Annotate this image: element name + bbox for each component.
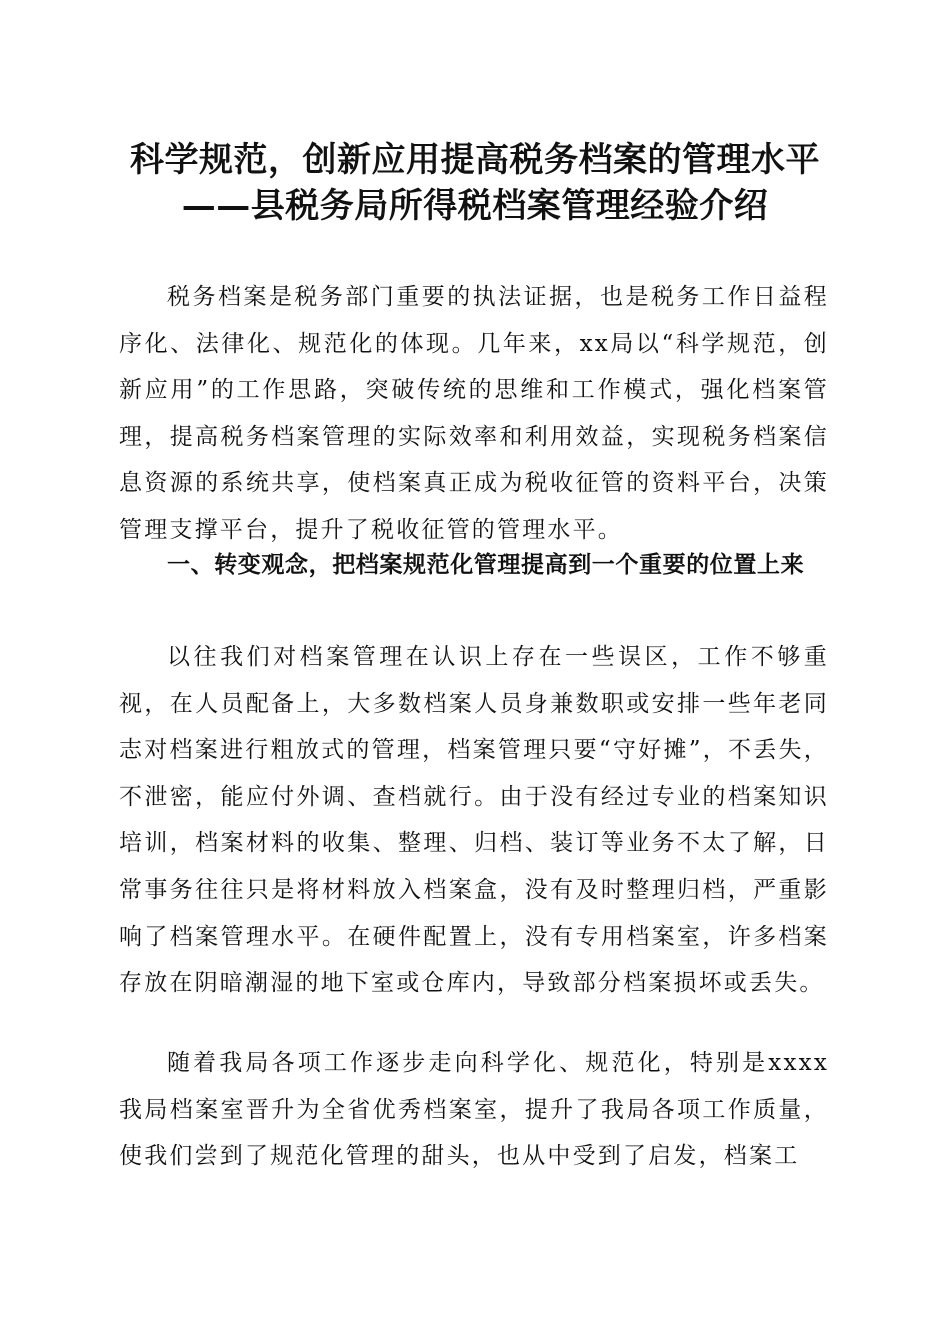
- body-paragraph-2: 以往我们对档案管理在认识上存在一些误区，工作不够重视，在人员配备上，大多数档案人员身兼数职或安排一些年老同志对档案进行粗放式的管理，档案管理只要“守好摊”，不丢失，不泄密，能应付外调、查档就行。由于没有经过专业的档案知识培训，档案材料的收集、整理、归档、装订等业务不太了解，日常事务往往只是将材料放入档案盒，没有及时整理归档，严重影响了档案管理水平。在硬件配置上，没有专用档案室，许多档案存放在阴暗潮湿的地下室或仓库内，导致部分档案损坏或丢失。: [119, 644, 829, 997]
- intro-paragraph: 税务档案是税务部门重要的执法证据，也是税务工作日益程序化、法律化、规范化的体现。几年来，xx局以“科学规范，创新应用”的工作思路，突破传统的思维和工作模式，强化档案管理，提高税务档案管理的实际效率和利用效益，实现税务档案信息资源的系统共享，使档案真正成为税收征管的资料平台，决策管理支撑平台，提升了税收征管的管理水平。: [119, 284, 829, 543]
- document-subtitle: ——县税务局所得税档案管理经验介绍: [181, 186, 769, 226]
- body-paragraph-3: 随着我局各项工作逐步走向科学化、规范化，特别是xxxx我局档案室晋升为全省优秀档案室，提升了我局各项工作质量，使我们尝到了规范化管理的甜头，也从中受到了启发，档案工: [119, 1050, 829, 1170]
- document-title: 科学规范，创新应用提高税务档案的管理水平: [130, 140, 820, 180]
- section-heading-1: 一、转变观念，把档案规范化管理提高到一个重要的位置上来: [167, 552, 805, 578]
